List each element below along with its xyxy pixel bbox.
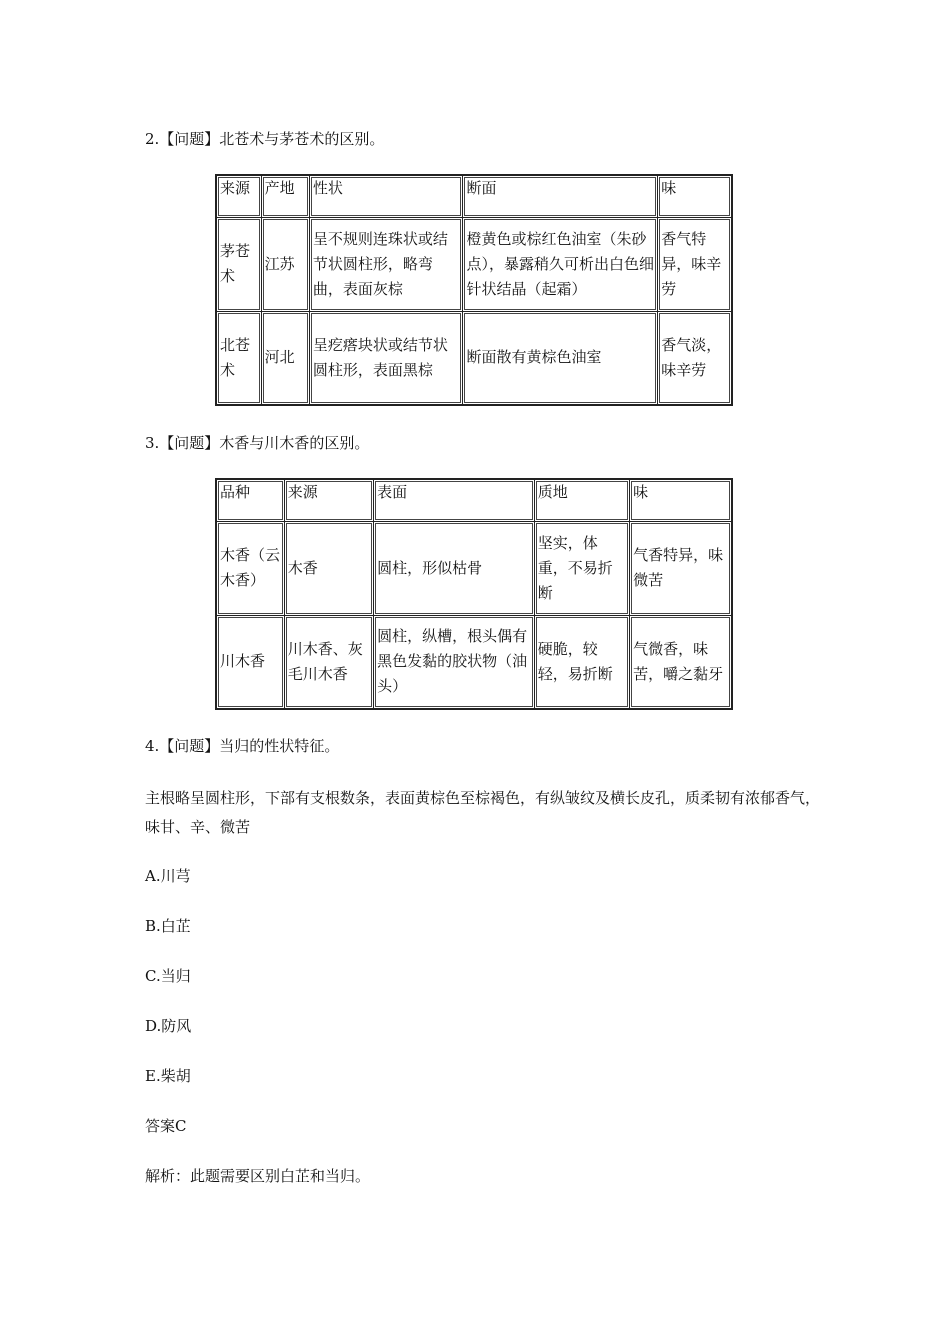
table-cell: 木香（云木香） [216, 521, 284, 615]
table-cell: 香气特异，味辛劳 [658, 217, 732, 311]
table-row [216, 615, 732, 709]
q4-title: 4.【问题】当归的性状特征。 [145, 737, 340, 755]
answer: 答案C [145, 1117, 187, 1135]
header-cell: 产地 [261, 175, 309, 217]
option-d: D.防风 [145, 1017, 192, 1035]
header-cell: 品种 [216, 479, 284, 521]
table-cell: 圆柱，纵槽，根头偶有黑色发黏的胶状物（油头） [374, 615, 535, 709]
table-row [216, 521, 732, 615]
table-cell: 橙黄色或棕红色油室（朱砂点），暴露稍久可析出白色细针状结晶（起霜） [463, 217, 658, 311]
table-cell: 川木香 [216, 615, 284, 709]
q2-title: 2.【问题】北苍术与茅苍术的区别。 [145, 130, 385, 148]
table-cell: 圆柱，形似枯骨 [374, 521, 535, 615]
table-cell: 河北 [261, 311, 309, 405]
table-header-row [216, 175, 732, 217]
option-b: B.白芷 [145, 917, 191, 935]
table-cell: 坚实，体重，不易折断 [534, 521, 629, 615]
header-cell: 来源 [284, 479, 373, 521]
analysis: 解析：此题需要区别白芷和当归。 [145, 1167, 371, 1185]
q2-table [215, 174, 733, 406]
table-cell: 呈不规则连珠状或结节状圆柱形，略弯曲，表面灰棕 [309, 217, 463, 311]
option-a: A.川芎 [145, 867, 191, 885]
table-cell: 硬脆，较轻，易折断 [534, 615, 629, 709]
q3-table [215, 478, 733, 710]
table-cell: 川木香、灰毛川木香 [284, 615, 373, 709]
table-header-row [216, 479, 732, 521]
q4-description: 主根略呈圆柱形，下部有支根数条，表面黄棕色至棕褐色，有纵皱纹及横长皮孔，质柔韧有浓郁香气，味甘、辛、微苦 [145, 789, 821, 836]
q3-title: 3.【问题】木香与川木香的区别。 [145, 434, 370, 452]
table-cell: 茅苍术 [216, 217, 261, 311]
header-cell: 味 [630, 479, 732, 521]
option-e: E.柴胡 [145, 1067, 191, 1085]
table-cell: 气香特异，味微苦 [630, 521, 732, 615]
option-c: C.当归 [145, 967, 191, 985]
header-cell: 表面 [374, 479, 535, 521]
header-cell: 来源 [216, 175, 261, 217]
table-cell: 呈疙瘩块状或结节状圆柱形，表面黑棕 [309, 311, 463, 405]
table-cell: 木香 [284, 521, 373, 615]
table-cell: 气微香，味苦，嚼之黏牙 [630, 615, 732, 709]
header-cell: 味 [658, 175, 732, 217]
header-cell: 断面 [463, 175, 658, 217]
header-cell: 性状 [309, 175, 463, 217]
table-cell: 北苍术 [216, 311, 261, 405]
table-row [216, 311, 732, 405]
table-row [216, 217, 732, 311]
table-cell: 江苏 [261, 217, 309, 311]
table-cell: 香气淡，味辛劳 [658, 311, 732, 405]
header-cell: 质地 [534, 479, 629, 521]
table-cell: 断面散有黄棕色油室 [463, 311, 658, 405]
